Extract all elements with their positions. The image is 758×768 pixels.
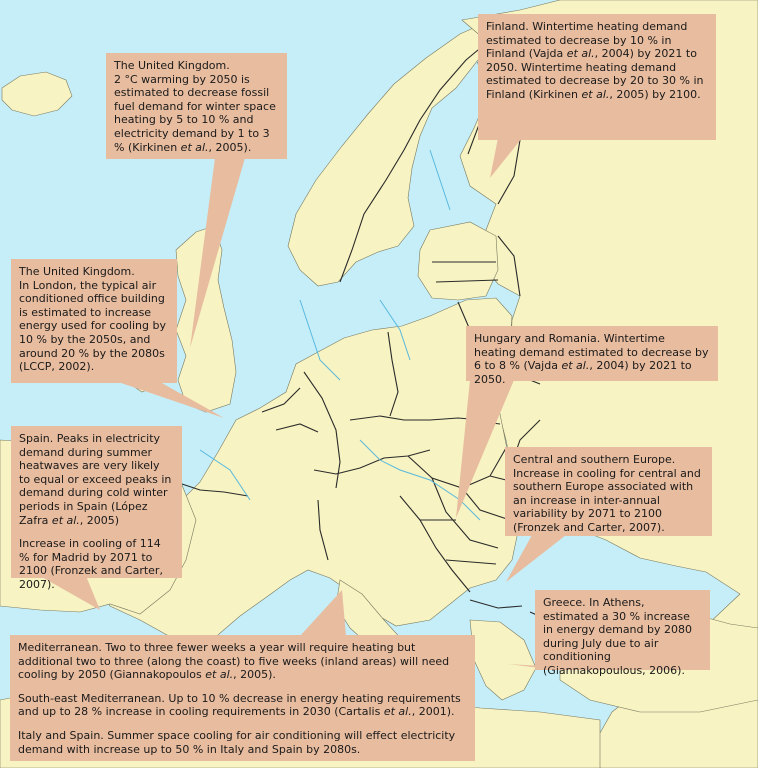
- callout-text: , 2001).: [411, 705, 455, 719]
- callout-paragraph: [18, 692, 467, 719]
- callout-paragraph: [18, 641, 467, 682]
- callout-text-italic: et al.: [205, 668, 234, 682]
- callout-text: , 2004) by 2021 to 2050. Wintertime heating demand estimated to decrease by 20 to 30 % in Finland (Kirkinen: [486, 47, 704, 101]
- callout-text: , 2005): [79, 513, 120, 527]
- callout-paragraph: [513, 453, 704, 535]
- callout-uk-cooling: [11, 259, 177, 383]
- callout-text-italic: et al.: [561, 359, 590, 373]
- callout-text: Finland. Wintertime heating demand estimated to decrease by 10 % in Finland (Vajda: [486, 20, 688, 61]
- callout-paragraph: [18, 729, 467, 756]
- pointer-central-south: [506, 535, 566, 582]
- callout-paragraph: [543, 596, 702, 678]
- callout-text: Mediterranean. Two to three fewer weeks a year will require heating but additional two to three (along the coast) to five weeks (inland areas) will need cooling by 2050 (Giannakopoulos: [18, 641, 450, 682]
- callout-text: , 2004) by 2021 to 2050.: [474, 359, 692, 386]
- callout-text: The United Kingdom. In London, the typical air conditioned office building is estimated to increase energy used for cooling by 10 % by the 2050s, and around 20 % by the 2080s (LCCP, 2002).: [19, 265, 166, 374]
- callout-central-south: [505, 447, 712, 536]
- callout-text-italic: et al.: [180, 140, 209, 154]
- callout-text: Increase in cooling of 114 % for Madrid by 2071 to 2100 (Fronzek and Carter, 2007).: [19, 537, 163, 591]
- callout-paragraph: [19, 265, 169, 374]
- callout-text-italic: et al.: [581, 87, 610, 101]
- callout-spain: [11, 426, 182, 591]
- callout-text: The United Kingdom. 2 °C warming by 2050 is estimated to decrease fossil fuel demand for winter space heating by 5 to 10 % and electricity demand by 1 to 3 % (Kirkinen: [114, 59, 276, 154]
- callout-text: Hungary and Romania. Wintertime heating demand estimated to decrease by 6 to 8 % (Vajda: [474, 332, 709, 373]
- callout-paragraph: [19, 432, 174, 527]
- callout-text: Italy and Spain. Summer space cooling for air conditioning will effect electricity demand with increase up to 50 % in Italy and Spain by 2080s.: [18, 728, 456, 756]
- pointer-uk-heating: [190, 158, 245, 348]
- callout-text: South-east Mediterranean. Up to 10 % decrease in energy heating requirements and up to 28 % increase in cooling requirements in 2030 (Cartalis: [18, 691, 461, 719]
- callout-text-italic: et al.: [383, 705, 412, 719]
- callout-greece: [535, 590, 710, 677]
- callout-text: Greece. In Athens, estimated a 30 % increase in energy demand by 2080 during July due to air conditioning (Giannakopoulous, 2006).: [543, 596, 692, 677]
- callout-text-italic: et al.: [566, 47, 595, 61]
- callout-mediterranean: [10, 635, 475, 761]
- callout-paragraph: [114, 59, 279, 154]
- callout-text-italic: et al.: [51, 513, 80, 527]
- pointer-uk-cooling: [118, 382, 224, 418]
- callout-hungary-romania: [466, 326, 718, 386]
- callout-text: , 2005).: [208, 140, 252, 154]
- callout-paragraph: [19, 537, 174, 591]
- pointer-mediterranean: [300, 590, 346, 636]
- callout-text: , 2005).: [233, 668, 276, 682]
- callout-text: , 2005) by 2100.: [609, 87, 701, 101]
- pointer-finland: [490, 138, 522, 178]
- callout-text: Spain. Peaks in electricity demand during summer heatwaves are very likely to equal or exceed peaks in demand during cold winter periods in Spain (López Zafra: [19, 432, 172, 527]
- callout-paragraph: [474, 332, 710, 386]
- callout-uk-heating: [106, 53, 287, 159]
- callout-finland: [478, 14, 716, 140]
- callout-text: Central and southern Europe. Increase in cooling for central and southern Europe associated with an increase in inter-annual variability by 2071 to 2100 (Fronzek and Carter, 2007).: [513, 453, 701, 534]
- callout-paragraph: [486, 20, 708, 102]
